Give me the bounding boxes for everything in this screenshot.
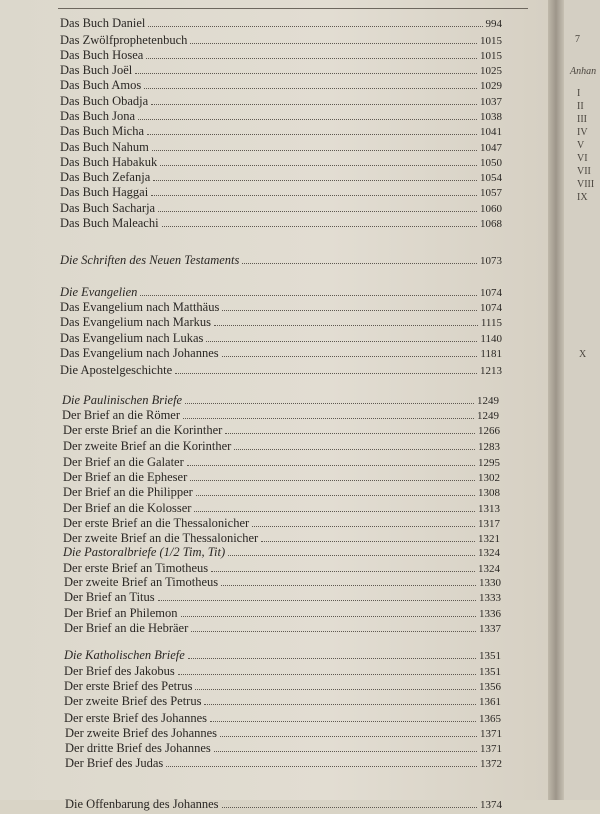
toc-entry-title: Das Buch Obadja (60, 94, 149, 108)
toc-entry-page: 1365 (479, 713, 501, 725)
dot-leader (190, 31, 477, 44)
facing-page-numeral: II (577, 101, 584, 112)
toc-entry-page: 1249 (477, 410, 499, 422)
toc-entry-title: Das Buch Micha (60, 124, 145, 138)
dot-leader (187, 453, 475, 466)
toc-entry-title: Das Buch Daniel (60, 16, 146, 30)
toc-entry-page: 1356 (479, 681, 501, 693)
toc-entry-page: 1351 (479, 650, 501, 662)
toc-entry (60, 122, 502, 139)
toc-entry-title: Der zweite Brief des Petrus (64, 694, 202, 708)
toc-entry-page: 1073 (480, 255, 502, 267)
dot-leader (195, 677, 476, 690)
toc-entry-page: 1336 (479, 608, 501, 620)
toc-entry-title: Der erste Brief an Timotheus (63, 561, 209, 575)
dot-leader (222, 344, 478, 357)
dot-leader (148, 14, 482, 27)
toc-entry-title: Der Brief an die Epheser (63, 470, 188, 484)
dot-leader (214, 313, 478, 326)
toc-entry (65, 795, 502, 812)
toc-entry-title: Das Buch Joël (60, 63, 133, 77)
toc-entry-page: 1181 (480, 348, 502, 360)
toc-entry (64, 646, 501, 663)
toc-entry-title: Das Evangelium nach Lukas (60, 331, 204, 345)
toc-entry-title: Die Offenbarung des Johannes (65, 797, 219, 811)
toc-entry-page: 1249 (477, 395, 499, 407)
dot-leader (252, 514, 475, 527)
toc-entry-page: 1068 (480, 218, 502, 230)
dot-leader (196, 483, 475, 496)
facing-page-heading: Anhan (570, 66, 597, 77)
toc-entry-title: Die Pastoralbriefe (1/2 Tim, Tit) (63, 545, 226, 559)
toc-entry-title: Der Brief des Jakobus (64, 664, 175, 678)
toc-entry-page: 1372 (480, 758, 502, 770)
facing-page-numeral: VI (577, 153, 588, 164)
toc-entry-title: Das Buch Zefanja (60, 170, 151, 184)
toc-entry-title: Das Evangelium nach Matthäus (60, 300, 220, 314)
toc-entry (64, 692, 501, 709)
toc-entry-title: Der erste Brief des Petrus (64, 679, 193, 693)
dot-leader (234, 437, 475, 450)
dot-leader (188, 646, 476, 659)
dot-leader (151, 92, 477, 105)
facing-page-numeral: IX (577, 192, 588, 203)
toc-entry-title: Der dritte Brief des Johannes (65, 741, 211, 755)
dot-leader (183, 406, 474, 419)
dot-leader (222, 795, 477, 808)
toc-entry-page: 1038 (480, 111, 502, 123)
toc-entry (60, 76, 502, 93)
toc-entry (60, 183, 502, 200)
dot-leader (190, 468, 475, 481)
toc-entry-title: Das Zwölfprophetenbuch (60, 33, 188, 47)
toc-entry (65, 754, 502, 771)
facing-page-numeral: VII (577, 166, 591, 177)
toc-entry-title: Der Brief an die Galater (63, 455, 184, 469)
toc-entry-page: 1317 (478, 518, 500, 530)
dot-leader (206, 329, 477, 342)
toc-entry-page: 1057 (480, 187, 502, 199)
dot-leader (181, 604, 476, 617)
toc-entry (63, 437, 500, 454)
toc-entry-page: 1037 (480, 96, 502, 108)
toc-entry-page: 1266 (478, 425, 500, 437)
toc-entry-page: 1115 (480, 317, 502, 329)
facing-page-numeral: I (577, 88, 581, 99)
toc-entry-page: 1015 (480, 35, 502, 47)
facing-page-numeral: VIII (577, 179, 595, 190)
facing-page-number: 7 (575, 34, 580, 45)
toc-entry (64, 619, 501, 636)
dot-leader (194, 499, 475, 512)
toc-entry-page: 1050 (480, 157, 502, 169)
dot-leader (204, 692, 476, 705)
toc-entry-page: 1074 (480, 302, 502, 314)
dot-leader (175, 361, 477, 374)
toc-entry-title: Die Paulinischen Briefe (62, 393, 183, 407)
toc-entry-title: Das Buch Nahum (60, 140, 149, 154)
dot-leader (220, 724, 477, 737)
dot-leader (191, 619, 476, 632)
facing-page-numeral: IV (577, 127, 588, 138)
toc-entry-page: 1351 (479, 666, 501, 678)
toc-entry-title: Der erste Brief an die Thessalonicher (63, 516, 250, 530)
dot-leader (214, 739, 477, 752)
toc-entry-title: Der Brief an die Kolosser (63, 501, 192, 515)
dot-leader (178, 662, 476, 675)
toc-entry-page: 1295 (478, 457, 500, 469)
toc-entry-page: 1140 (480, 333, 502, 345)
dot-leader (138, 107, 477, 120)
dot-leader (153, 168, 477, 181)
dot-leader (225, 421, 475, 434)
toc-entry-page: 1361 (479, 696, 501, 708)
toc-entry-title: Der zweite Brief an die Thessalonicher (63, 531, 259, 545)
toc-entry-page: 994 (485, 18, 502, 30)
dot-leader (185, 391, 474, 404)
toc-entry-title: Das Evangelium nach Markus (60, 315, 212, 329)
toc-entry-title: Das Buch Jona (60, 109, 135, 123)
toc-entry (60, 361, 502, 378)
toc-entry-title: Der zweite Brief an Timotheus (64, 575, 219, 589)
dot-leader (221, 573, 476, 586)
dot-leader (242, 251, 477, 264)
dot-leader (222, 298, 477, 311)
toc-entry-page: 1060 (480, 203, 502, 215)
toc-entry-page: 1015 (480, 50, 502, 62)
toc-entry-page: 1029 (480, 80, 502, 92)
toc-entry (63, 543, 500, 560)
toc-entry-page: 1047 (480, 142, 502, 154)
dot-leader (146, 46, 477, 59)
toc-entry-title: Der zweite Brief des Johannes (65, 726, 218, 740)
dot-leader (147, 122, 477, 135)
toc-entry-page: 1333 (479, 592, 501, 604)
dot-leader (144, 76, 477, 89)
toc-entry-page: 1324 (478, 563, 500, 575)
toc-entry-title: Das Buch Amos (60, 78, 142, 92)
toc-entry-title: Der Brief an die Philipper (63, 485, 193, 499)
dot-leader (135, 61, 477, 74)
toc-entry-title: Die Schriften des Neuen Testaments (60, 253, 240, 267)
dot-leader (261, 529, 475, 542)
toc-entry-title: Der Brief des Judas (65, 756, 164, 770)
toc-entry (60, 344, 502, 361)
toc-entry-title: Das Buch Habakuk (60, 155, 158, 169)
toc-entry (60, 14, 502, 31)
toc-entry-page: 1025 (480, 65, 502, 77)
toc-entry-title: Der erste Brief des Johannes (64, 711, 208, 725)
toc-entry-page: 1330 (479, 577, 501, 589)
toc-entry (63, 421, 500, 438)
dot-leader (210, 709, 476, 722)
toc-entry-title: Der zweite Brief an die Korinther (63, 439, 232, 453)
toc-entry-title: Der erste Brief an die Korinther (63, 423, 223, 437)
toc-entry-title: Der Brief an Titus (64, 590, 155, 604)
toc-entry-title: Die Evangelien (60, 285, 138, 299)
toc-entry-title: Das Evangelium nach Johannes (60, 346, 219, 360)
toc-entry-page: 1074 (480, 287, 502, 299)
toc-entry (63, 483, 500, 500)
facing-page-numeral: III (577, 114, 587, 125)
toc-entry-page: 1313 (478, 503, 500, 515)
dot-leader (211, 559, 475, 572)
toc-entry-title: Das Buch Maleachi (60, 216, 159, 230)
toc-entry-page: 1324 (478, 547, 500, 559)
toc-entry-title: Das Buch Hosea (60, 48, 144, 62)
dot-leader (160, 153, 477, 166)
toc-entry-page: 1374 (480, 799, 502, 811)
toc-entry-page: 1302 (478, 472, 500, 484)
toc-entry-page: 1371 (480, 743, 502, 755)
toc-entry-page: 1213 (480, 365, 502, 377)
toc-entry-title: Der Brief an die Hebräer (64, 621, 189, 635)
dot-leader (152, 138, 477, 151)
dot-leader (158, 199, 477, 212)
dot-leader (166, 754, 477, 767)
toc-entry-title: Der Brief an die Römer (62, 408, 181, 422)
toc-entry-page: 1371 (480, 728, 502, 740)
toc-entry (64, 588, 501, 605)
toc-entry (60, 313, 502, 330)
toc-entry-page: 1283 (478, 441, 500, 453)
toc-entry-title: Das Buch Haggai (60, 185, 149, 199)
toc-entry-title: Der Brief an Philemon (64, 606, 178, 620)
dot-leader (158, 588, 476, 601)
dot-leader (140, 283, 477, 296)
facing-page-numeral-x: X (579, 349, 587, 360)
toc-entry-page: 1041 (480, 126, 502, 138)
toc-entry-title: Das Buch Sacharja (60, 201, 156, 215)
facing-page-numeral: V (577, 140, 585, 151)
dot-leader (151, 183, 477, 196)
toc-entry-title: Die Apostelgeschichte (60, 363, 173, 377)
toc-entry (60, 214, 502, 231)
toc-entry-page: 1054 (480, 172, 502, 184)
toc-entry-page: 1321 (478, 533, 500, 545)
toc-entry-page: 1308 (478, 487, 500, 499)
toc-entry-page: 1337 (479, 623, 501, 635)
book-gutter (548, 0, 564, 800)
dot-leader (162, 214, 477, 227)
toc-entry-title: Die Katholischen Briefe (64, 648, 185, 662)
toc-entry (60, 251, 502, 268)
dot-leader (228, 543, 475, 556)
